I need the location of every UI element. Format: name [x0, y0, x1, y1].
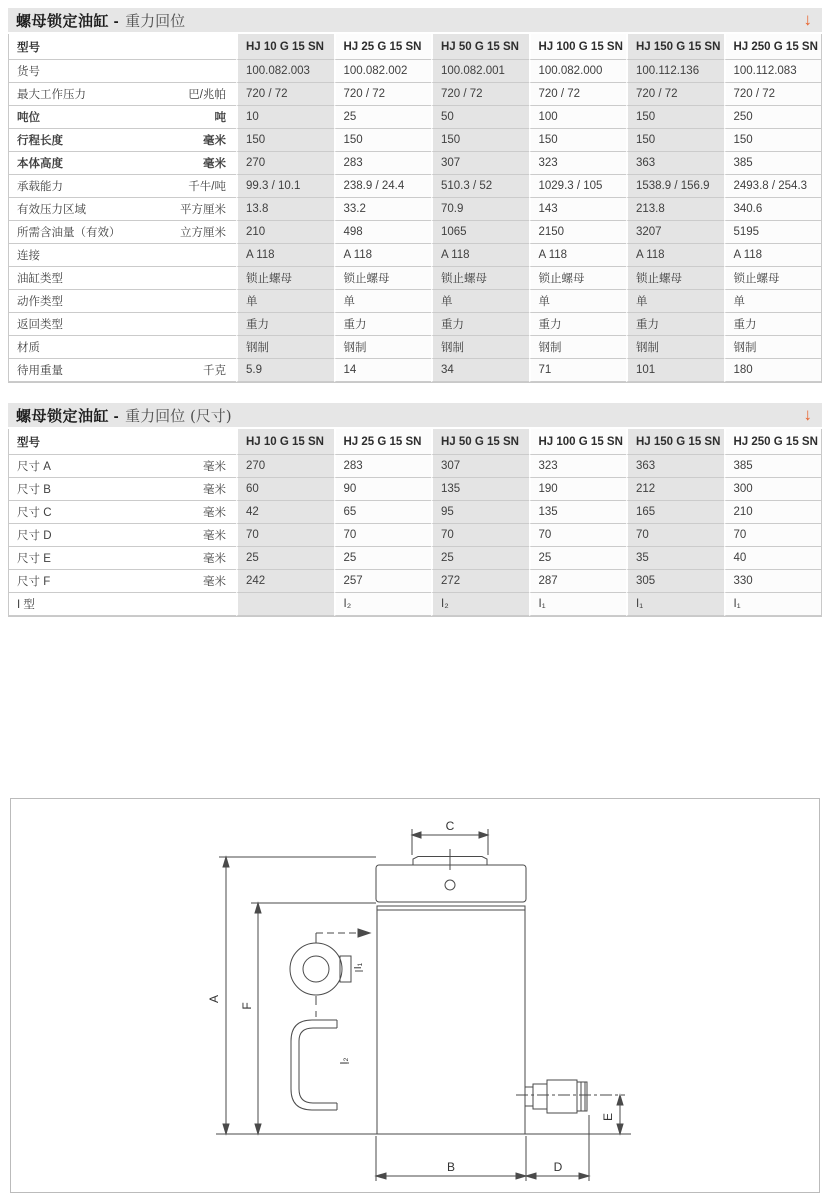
table-cell: 60	[236, 478, 334, 501]
table2-subtitle: 重力回位 (尺寸)	[125, 406, 232, 425]
table1-title: 螺母锁定油缸 -	[16, 12, 120, 30]
table-cell: 323	[529, 152, 627, 175]
table-cell: 1029.3 / 105	[529, 175, 627, 198]
table-cell: 287	[529, 570, 627, 593]
table-row	[9, 60, 821, 83]
table1-wrap	[8, 34, 822, 383]
table-cell: 150	[431, 129, 529, 152]
cap-hole	[445, 880, 455, 890]
row-unit: 毫米	[203, 135, 226, 147]
table-cell: 10	[236, 106, 334, 129]
row-unit: 平方厘米	[180, 204, 226, 216]
row-label: 货号	[17, 66, 40, 78]
row-label: 尺寸 F	[17, 576, 51, 588]
table-cell: 70	[236, 524, 334, 547]
table-cell: A 118	[236, 244, 334, 267]
table-cell: A 118	[334, 244, 432, 267]
row-unit: 毫米	[203, 553, 226, 565]
table-cell: 单	[334, 290, 432, 313]
table-cell: 钢制	[431, 336, 529, 359]
table-cell: 锁止螺母	[236, 267, 334, 290]
spec-table-2	[9, 429, 821, 616]
row-label: 尺寸 D	[17, 530, 52, 542]
column-header: HJ 150 G 15 SN	[626, 429, 724, 455]
cylinder-drawing-panel	[10, 798, 820, 1193]
row-label: I 型	[17, 599, 35, 611]
row-unit: 毫米	[203, 461, 226, 473]
spec-table-1	[9, 34, 821, 382]
table-row	[9, 455, 821, 478]
lock-nut-outline	[376, 865, 526, 902]
table-cell: 50	[431, 106, 529, 129]
table-row	[9, 336, 821, 359]
table-cell: 150	[529, 129, 627, 152]
label-i1: I₁	[352, 962, 364, 970]
table-cell: 1538.9 / 156.9	[626, 175, 724, 198]
table-cell: 钢制	[529, 336, 627, 359]
table-row	[9, 129, 821, 152]
row-unit: 毫米	[203, 484, 226, 496]
table-cell: 250	[724, 106, 822, 129]
table-row	[9, 221, 821, 244]
table-header-row	[9, 429, 821, 455]
table-cell: 重力	[724, 313, 822, 336]
table-row	[9, 313, 821, 336]
table-cell: 150	[334, 129, 432, 152]
table-cell: 720 / 72	[334, 83, 432, 106]
table-cell: 307	[431, 455, 529, 478]
table-cell: 锁止螺母	[724, 267, 822, 290]
table-cell: 323	[529, 455, 627, 478]
column-header: HJ 100 G 15 SN	[529, 34, 627, 60]
table-cell: 2150	[529, 221, 627, 244]
table-cell: 25	[236, 547, 334, 570]
table-cell: 100.082.001	[431, 60, 529, 83]
table-cell: 90	[334, 478, 432, 501]
table-cell: 40	[724, 547, 822, 570]
row-label: 最大工作压力	[17, 89, 86, 101]
table-cell: 135	[431, 478, 529, 501]
table-cell: 270	[236, 455, 334, 478]
column-header: HJ 250 G 15 SN	[724, 429, 822, 455]
table-cell: 锁止螺母	[431, 267, 529, 290]
table-cell: 1065	[431, 221, 529, 244]
table-cell: 257	[334, 570, 432, 593]
table-cell: 重力	[334, 313, 432, 336]
table-cell: 270	[236, 152, 334, 175]
table-cell: 重力	[529, 313, 627, 336]
label-i2: I₂	[338, 1057, 350, 1065]
row-label: 动作类型	[17, 296, 63, 308]
table-cell: 213.8	[626, 198, 724, 221]
table-cell: 2493.8 / 254.3	[724, 175, 822, 198]
table-cell: 99.3 / 10.1	[236, 175, 334, 198]
table-cell: 720 / 72	[626, 83, 724, 106]
table-cell: A 118	[724, 244, 822, 267]
table-cell: 510.3 / 52	[431, 175, 529, 198]
table-cell: I₁	[626, 593, 724, 616]
row-label: 尺寸 C	[17, 507, 52, 519]
table-cell: 25	[334, 106, 432, 129]
dim-label-b: B	[446, 1160, 456, 1174]
column-header: HJ 25 G 15 SN	[334, 34, 432, 60]
table-cell: 385	[724, 455, 822, 478]
table-cell: 340.6	[724, 198, 822, 221]
table-cell: 135	[529, 501, 627, 524]
table-cell: 272	[431, 570, 529, 593]
row-unit: 巴/兆帕	[188, 89, 226, 101]
table-cell: 385	[724, 152, 822, 175]
table-header-row	[9, 34, 821, 60]
row-label: 待用重量	[17, 365, 63, 377]
table-cell: A 118	[626, 244, 724, 267]
table-cell: 100.082.002	[334, 60, 432, 83]
table-cell: 钢制	[724, 336, 822, 359]
table-row	[9, 478, 821, 501]
table-cell: 238.9 / 24.4	[334, 175, 432, 198]
table-cell: 363	[626, 152, 724, 175]
table-cell: 143	[529, 198, 627, 221]
handle-outline	[291, 1020, 337, 1110]
table-cell: 70	[334, 524, 432, 547]
table-cell: 180	[724, 359, 822, 382]
table-cell: 212	[626, 478, 724, 501]
table-cell: 14	[334, 359, 432, 382]
table-cell: 单	[431, 290, 529, 313]
table-cell: 70	[529, 524, 627, 547]
table-cell: I₁	[724, 593, 822, 616]
row-unit: 吨	[214, 112, 226, 124]
table-cell: 95	[431, 501, 529, 524]
row-label: 连接	[17, 250, 40, 262]
table-cell: 70	[626, 524, 724, 547]
table-cell: 42	[236, 501, 334, 524]
table-cell: 重力	[236, 313, 334, 336]
table-cell: 190	[529, 478, 627, 501]
spec-table-2-section	[8, 403, 822, 617]
table-row	[9, 501, 821, 524]
table-cell: A 118	[431, 244, 529, 267]
table-cell: 101	[626, 359, 724, 382]
table-row	[9, 244, 821, 267]
table-cell: 25	[431, 547, 529, 570]
table1-subtitle: 重力回位	[125, 11, 186, 30]
table-cell: 单	[529, 290, 627, 313]
table-cell: 283	[334, 455, 432, 478]
spec-table-1-section	[8, 8, 822, 383]
row-label: 尺寸 A	[17, 461, 51, 473]
column-header: HJ 150 G 15 SN	[626, 34, 724, 60]
table-row	[9, 570, 821, 593]
eyebolt-ring	[290, 943, 342, 995]
table-row	[9, 524, 821, 547]
table-cell: 100	[529, 106, 627, 129]
column-header: HJ 10 G 15 SN	[236, 429, 334, 455]
row-label: 返回类型	[17, 319, 63, 331]
table-cell: 498	[334, 221, 432, 244]
table-cell: 65	[334, 501, 432, 524]
table-row	[9, 593, 821, 616]
column-header: HJ 50 G 15 SN	[431, 34, 529, 60]
table-cell: 33.2	[334, 198, 432, 221]
table-cell: 锁止螺母	[529, 267, 627, 290]
table-cell: 钢制	[626, 336, 724, 359]
row-label: 本体高度	[17, 158, 63, 170]
table-cell: 210	[236, 221, 334, 244]
table-cell: 100.082.003	[236, 60, 334, 83]
table-cell: 25	[529, 547, 627, 570]
table-cell: 150	[626, 106, 724, 129]
table-cell: 钢制	[334, 336, 432, 359]
row-label: 尺寸 B	[17, 484, 51, 496]
row-unit: 毫米	[203, 576, 226, 588]
table-cell: 283	[334, 152, 432, 175]
cylinder-body-outline	[377, 906, 525, 1134]
column-header: HJ 250 G 15 SN	[724, 34, 822, 60]
table-row	[9, 83, 821, 106]
model-header-label: 型号	[9, 34, 236, 60]
table-cell: 重力	[626, 313, 724, 336]
row-unit: 千克	[203, 365, 226, 377]
table-row	[9, 290, 821, 313]
table-row	[9, 198, 821, 221]
row-label: 承载能力	[17, 181, 63, 193]
table-row	[9, 359, 821, 382]
table-cell: 720 / 72	[724, 83, 822, 106]
dim-label-c: C	[445, 819, 455, 833]
table-row	[9, 106, 821, 129]
table-cell: 150	[626, 129, 724, 152]
table-cell: 242	[236, 570, 334, 593]
row-label: 有效压力区域	[17, 204, 86, 216]
table-cell: 165	[626, 501, 724, 524]
table-cell: A 118	[529, 244, 627, 267]
model-header-label: 型号	[9, 429, 236, 455]
table-cell: 720 / 72	[431, 83, 529, 106]
table-cell: 307	[431, 152, 529, 175]
dim-label-f: F	[240, 1002, 254, 1010]
coupler-flange	[525, 1087, 533, 1106]
cylinder-technical-drawing	[11, 799, 821, 1190]
download-arrow-icon[interactable]: ↓	[803, 405, 812, 424]
row-unit: 毫米	[203, 507, 226, 519]
table2-title: 螺母锁定油缸 -	[16, 407, 120, 425]
table-cell: I₂	[334, 593, 432, 616]
table-cell: 34	[431, 359, 529, 382]
table-cell: 70.9	[431, 198, 529, 221]
table-cell: 单	[236, 290, 334, 313]
table-cell: 钢制	[236, 336, 334, 359]
table-cell: 35	[626, 547, 724, 570]
table-cell: 重力	[431, 313, 529, 336]
column-header: HJ 100 G 15 SN	[529, 429, 627, 455]
row-label: 吨位	[17, 112, 40, 124]
download-arrow-icon[interactable]: ↓	[803, 10, 812, 29]
table-cell: I₂	[431, 593, 529, 616]
row-label: 尺寸 E	[17, 553, 51, 565]
table-cell: 150	[236, 129, 334, 152]
table-cell: 720 / 72	[529, 83, 627, 106]
table-cell: 210	[724, 501, 822, 524]
row-label: 材质	[17, 342, 40, 354]
table-row	[9, 175, 821, 198]
row-label: 行程长度	[17, 135, 63, 147]
table-cell: 330	[724, 570, 822, 593]
table-row	[9, 152, 821, 175]
table1-titlebar	[8, 8, 822, 32]
table-cell: 305	[626, 570, 724, 593]
table-row	[9, 547, 821, 570]
table-cell: 300	[724, 478, 822, 501]
dim-label-e: E	[601, 1112, 615, 1122]
table-cell: 720 / 72	[236, 83, 334, 106]
table-cell: 单	[724, 290, 822, 313]
row-unit: 毫米	[203, 530, 226, 542]
row-unit: 立方厘米	[180, 227, 226, 239]
column-header: HJ 50 G 15 SN	[431, 429, 529, 455]
table-cell: 锁止螺母	[626, 267, 724, 290]
row-label: 所需含油量（有效）	[17, 227, 121, 239]
table-cell: 363	[626, 455, 724, 478]
table-cell: 100.082.000	[529, 60, 627, 83]
table-cell: 5.9	[236, 359, 334, 382]
row-unit: 毫米	[203, 158, 226, 170]
table-cell: 13.8	[236, 198, 334, 221]
column-header: HJ 25 G 15 SN	[334, 429, 432, 455]
dim-label-d: D	[553, 1160, 563, 1174]
dim-label-a: A	[207, 994, 221, 1004]
table-cell: 3207	[626, 221, 724, 244]
table-cell: 70	[724, 524, 822, 547]
column-header: HJ 10 G 15 SN	[236, 34, 334, 60]
table2-titlebar	[8, 403, 822, 427]
table2-wrap	[8, 429, 822, 617]
table-cell: I₁	[529, 593, 627, 616]
table-cell: 71	[529, 359, 627, 382]
row-unit: 千牛/吨	[188, 181, 226, 193]
row-label: 油缸类型	[17, 273, 63, 285]
table-cell: 5195	[724, 221, 822, 244]
table-cell: 70	[431, 524, 529, 547]
table-cell: 锁止螺母	[334, 267, 432, 290]
table-cell: 100.112.136	[626, 60, 724, 83]
table-row	[9, 267, 821, 290]
table-cell: 单	[626, 290, 724, 313]
table-cell	[236, 593, 334, 616]
coupler-body	[547, 1080, 577, 1113]
table-cell: 150	[724, 129, 822, 152]
table-cell: 25	[334, 547, 432, 570]
table-cell: 100.112.083	[724, 60, 822, 83]
